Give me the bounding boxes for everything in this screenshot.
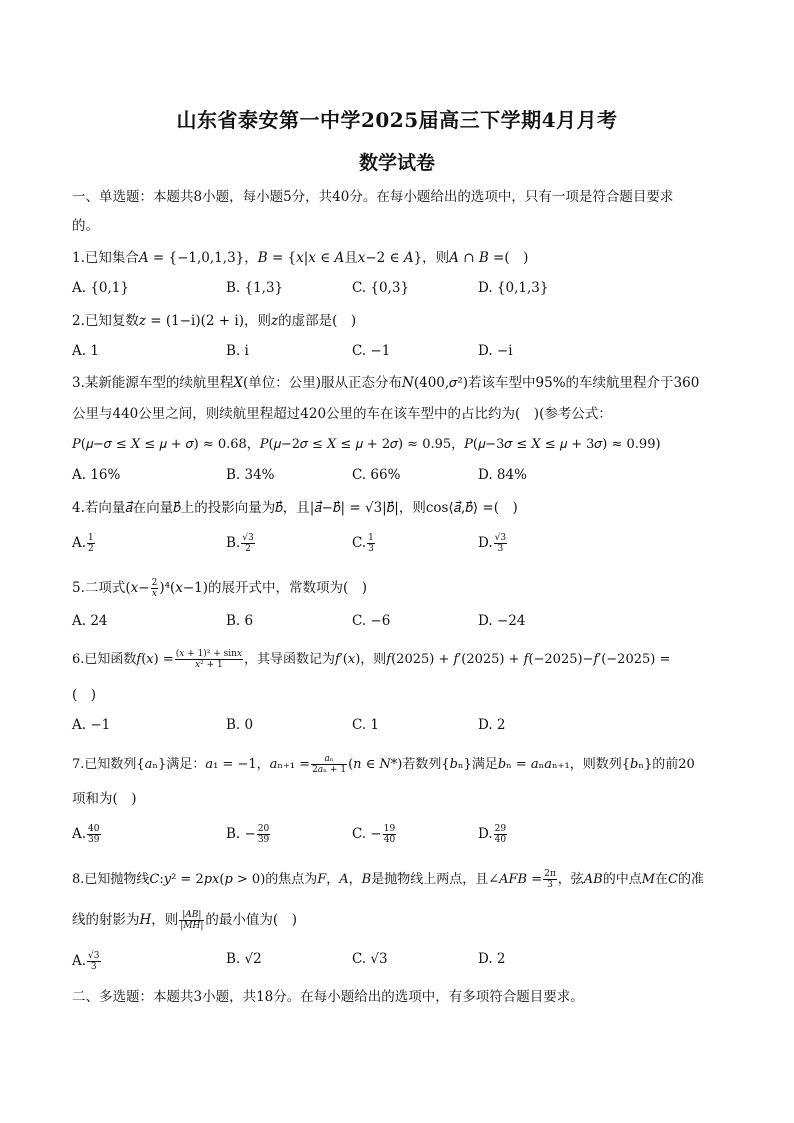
q8-option-a-label: A. (72, 953, 87, 969)
q7-option-d-den: 40 (494, 835, 507, 845)
q7-option-d-num: 29 (494, 824, 507, 834)
q7-option-a-label: A. (72, 826, 87, 842)
q8-stem (72, 869, 704, 890)
q4-option-d-num: √3 (494, 533, 507, 543)
q4-options (72, 533, 722, 554)
q4-option-d-den: 3 (497, 544, 504, 554)
q7-option-c (352, 824, 397, 845)
exam-subtitle: 数学试卷 (358, 152, 435, 174)
q7-option-a (72, 824, 102, 845)
q3-formula-line: 𝑃(𝜇−𝜎 ≤ 𝑋 ≤ 𝜇 + 𝜎) ≈ 0.68，𝑃(𝜇−2𝜎 ≤ 𝑋 ≤ 𝜇 + 2𝜎) ≈ 0.95，𝑃(𝜇−3𝜎 ≤ 𝑋 ≤ 𝜇 + 3𝜎) ≈ 0.99) (72, 437, 661, 452)
q8-frac-den: 3 (547, 880, 553, 890)
q4-option-a-num: 1 (88, 533, 94, 543)
q5-option-a: A. 24 (72, 613, 108, 629)
q4-option-b-den: 2 (245, 544, 251, 554)
q2-option-d: D. −i (478, 343, 513, 359)
q7-option-a-den: 39 (88, 835, 100, 845)
q8-stem-suffix: ，弦𝐴𝐵的中点𝑀在𝐶的准 (557, 872, 704, 887)
q7-option-b-num: 20 (257, 824, 270, 834)
section1-heading-cont: 的。 (72, 218, 99, 234)
q7-option-b (226, 824, 271, 845)
q5-options (72, 613, 722, 631)
q5-frac-den: 𝑥 (151, 589, 157, 599)
q4-option-a-den: 2 (88, 544, 94, 554)
q1-option-a: A. {0,1} (72, 280, 129, 296)
q8-line2-num: |𝐴𝐵| (179, 910, 204, 921)
q1-option-b: B. {1,3} (226, 280, 284, 296)
q2-option-c: C. −1 (352, 343, 391, 359)
q4-option-a-label: A. (72, 535, 87, 551)
q5-option-b: B. 6 (226, 613, 254, 629)
q8-line2-den: |𝑀𝐻| (180, 921, 204, 931)
q7-stem (72, 754, 695, 775)
q6-stem-line2: ( ) (72, 687, 97, 703)
q4-option-c-den: 3 (368, 544, 374, 554)
q4-option-c (352, 533, 376, 554)
q6-stem (72, 649, 670, 670)
q3-options (72, 467, 722, 485)
q7-option-b-den: 39 (257, 835, 270, 845)
q7-frac-den: 2𝑎ₙ + 1 (312, 765, 347, 775)
q7-option-c-num: 19 (383, 824, 396, 834)
q2-option-b: B. i (226, 343, 249, 359)
q4-option-a (72, 533, 96, 554)
q1-option-c: C. {0,3} (352, 280, 410, 296)
q5-stem-suffix: )⁴(𝑥−1)的展开式中，常数项为( ) (159, 580, 368, 596)
q8-line2-prefix: 线的射影为𝐻，则 (72, 912, 179, 928)
q4-option-d-label: D. (478, 535, 493, 551)
q6-option-a: A. −1 (72, 717, 111, 733)
q3-stem-line2: 公里与440公里之间，则续航里程超过420公里的车在该车型中的占比约为( )(参考公式： (72, 406, 612, 422)
q6-stem-suffix: ，其导函数记为𝑓′(𝑥)，则𝑓(2025) + 𝑓′(2025) + 𝑓(−2025)−𝑓′(−2025) = (244, 652, 671, 667)
q2-option-a: A. 1 (72, 343, 99, 359)
q2-stem: 2.已知复数𝑧 = (1−i)(2 + i)，则𝑧的虚部是( ) (72, 313, 357, 329)
q5-option-c: C. −6 (352, 613, 391, 629)
q3-stem-line1: 3.某新能源车型的续航里程𝑋(单位：公里)服从正态分布𝑁(400,𝜎²)若该车型中95%的车续航里程介于360 (72, 375, 700, 391)
q7-options (72, 824, 722, 845)
q8-stem-line2 (72, 910, 297, 931)
q7-option-d (478, 824, 508, 845)
q4-option-b (226, 533, 256, 554)
q8-option-b: B. √2 (226, 951, 262, 967)
q8-stem-prefix: 8.已知抛物线𝐶:𝑦² = 2𝑝𝑥(𝑝 > 0)的焦点为𝐹，𝐴，𝐵是抛物线上两点，且∠𝐴𝐹𝐵 = (72, 872, 543, 887)
q7-frac-num: 𝑎ₙ (311, 754, 347, 765)
q5-option-d: D. −24 (478, 613, 526, 629)
q2-options (72, 343, 722, 361)
q5-frac-num: 2 (151, 578, 158, 588)
q5-stem (72, 578, 367, 599)
q8-option-c: C. √3 (352, 951, 388, 967)
q3-option-b: B. 34% (226, 467, 275, 483)
q8-option-a-num: √3 (88, 951, 100, 961)
q7-stem-line2: 项和为( ) (72, 791, 137, 807)
q4-option-c-num: 1 (368, 533, 374, 543)
q7-stem-prefix: 7.已知数列{𝑎ₙ}满足：𝑎₁ = −1，𝑎ₙ₊₁ = (72, 757, 311, 772)
q8-option-a (72, 951, 102, 972)
q3-option-c: C. 66% (352, 467, 401, 483)
q1-option-d: D. {0,1,3} (478, 280, 549, 296)
q4-option-d (478, 533, 508, 554)
q8-option-a-den: 3 (90, 962, 97, 972)
q6-frac-num: (𝑥 + 1)² + sin𝑥 (175, 649, 243, 659)
q7-option-c-den: 40 (383, 835, 396, 845)
q8-frac-num: 2π (544, 869, 556, 879)
q7-option-d-label: D. (478, 826, 493, 842)
q8-line2-suffix: 的最小值为( ) (205, 912, 297, 928)
q6-frac-den: 𝑥² + 1 (195, 660, 223, 670)
q7-stem-suffix: (𝑛 ∈ 𝑁*)若数列{𝑏ₙ}满足𝑏ₙ = 𝑎ₙ𝑎ₙ₊₁，则数列{𝑏ₙ}的前20 (348, 757, 695, 772)
q8-options (72, 951, 722, 972)
q4-option-c-label: C. (352, 535, 367, 551)
q5-stem-prefix: 5.二项式(𝑥− (72, 580, 150, 596)
q7-option-b-label: B. − (226, 826, 256, 842)
q3-option-a: A. 16% (72, 467, 121, 483)
q6-options (72, 717, 722, 735)
q1-stem: 1.已知集合𝐴 = {−1,0,1,3}，𝐵 = {𝑥|𝑥 ∈ 𝐴且𝑥−2 ∈ 𝐴}，则𝐴 ∩ 𝐵 =( ) (72, 250, 529, 266)
q8-option-d: D. 2 (478, 951, 506, 967)
q6-stem-prefix: 6.已知函数𝑓(𝑥) = (72, 652, 174, 667)
q6-option-b: B. 0 (226, 717, 254, 733)
q7-option-a-num: 40 (88, 824, 100, 834)
q4-option-b-label: B. (226, 535, 241, 551)
q3-option-d: D. 84% (478, 467, 527, 483)
section1-heading: 一、单选题：本题共8小题，每小题5分，共40分。在每小题给出的选项中，只有一项是符合题目要求 (72, 189, 674, 205)
q4-option-b-num: √3 (242, 533, 254, 543)
section2-heading: 二、多选题：本题共3小题，共18分。在每小题给出的选项中，有多项符合题目要求。 (72, 989, 584, 1005)
q6-option-c: C. 1 (352, 717, 380, 733)
q6-option-d: D. 2 (478, 717, 506, 733)
q7-option-c-label: C. − (352, 826, 382, 842)
q4-stem: 4.若向量𝑎⃗在向量𝑏⃗上的投影向量为𝑏⃗，且|𝑎⃗−𝑏⃗| = √3|𝑏⃗|，则cos⟨𝑎⃗,𝑏⃗⟩ =( ) (72, 500, 518, 516)
q1-options (72, 280, 722, 298)
exam-title: 山东省泰安第一中学2025届高三下学期4月月考 (176, 108, 618, 132)
